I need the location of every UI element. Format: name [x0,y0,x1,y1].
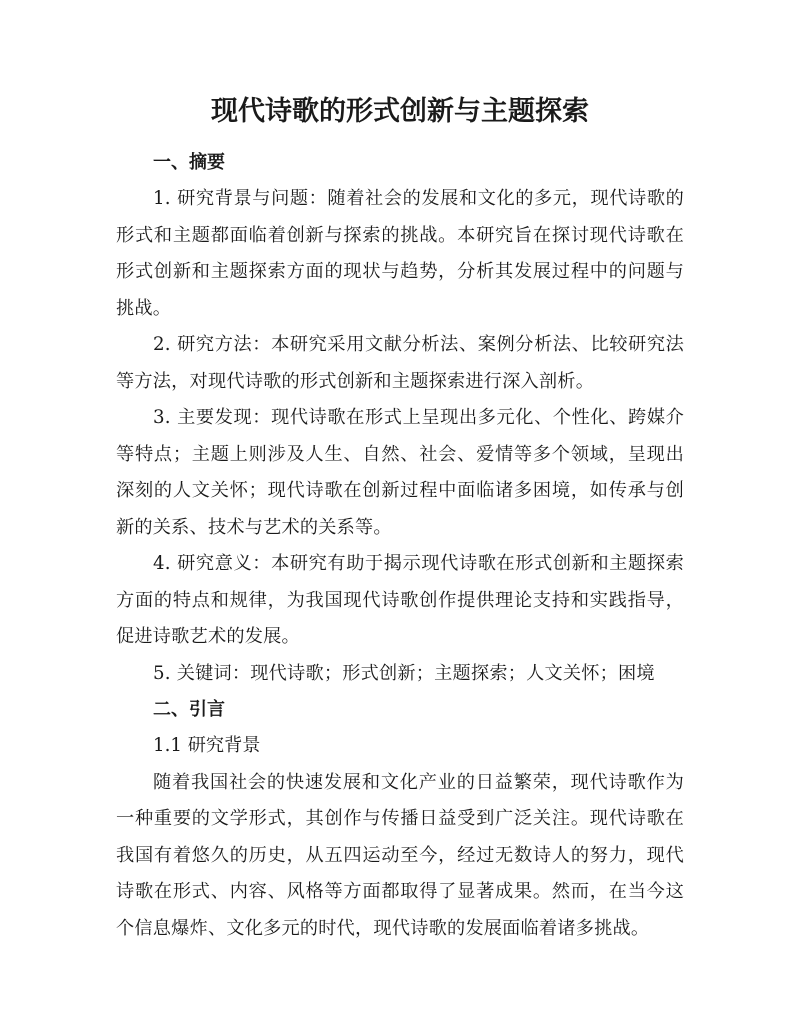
abstract-item-background: 1. 研究背景与问题：随着社会的发展和文化的多元，现代诗歌的形式和主题都面临着创新与探索的挑战。本研究旨在探讨现代诗歌在形式创新和主题探索方面的现状与趋势，分析其发展过程中的问题与挑战。 [116,188,684,319]
abstract-item-methods: 2. 研究方法：本研究采用文献分析法、案例分析法、比较研究法等方法，对现代诗歌的形式创新和主题探索进行深入剖析。 [116,334,684,392]
section-heading-abstract: 一、摘要 [153,152,225,173]
section-heading-introduction: 二、引言 [153,699,225,720]
subsection-heading-background: 1.1 研究背景 [153,735,261,756]
abstract-item-findings: 3. 主要发现：现代诗歌在形式上呈现出多元化、个性化、跨媒介等特点；主题上则涉及人生、自然、社会、爱情等多个领域，呈现出深刻的人文关怀；现代诗歌在创新过程中面临诸多困境，如传承与创新的关系、技术与艺术的关系等。 [116,407,684,538]
abstract-item-keywords: 5. 关键词：现代诗歌；形式创新；主题探索；人文关怀；困境 [153,662,655,684]
introduction-paragraph: 随着我国社会的快速发展和文化产业的日益繁荣，现代诗歌作为一种重要的文学形式，其创作与传播日益受到广泛关注。现代诗歌在我国有着悠久的历史，从五四运动至今，经过无数诗人的努力，现代诗歌在形式、内容、风格等方面都取得了显著成果。然而，在当今这个信息爆炸、文化多元的时代，现代诗歌的发展面临着诸多挑战。 [116,771,684,939]
abstract-item-significance: 4. 研究意义：本研究有助于揭示现代诗歌在形式创新和主题探索方面的特点和规律，为我国现代诗歌创作提供理论支持和实践指导，促进诗歌艺术的发展。 [116,553,684,647]
document-body [116,145,684,947]
document-title: 现代诗歌的形式创新与主题探索 [211,96,589,127]
